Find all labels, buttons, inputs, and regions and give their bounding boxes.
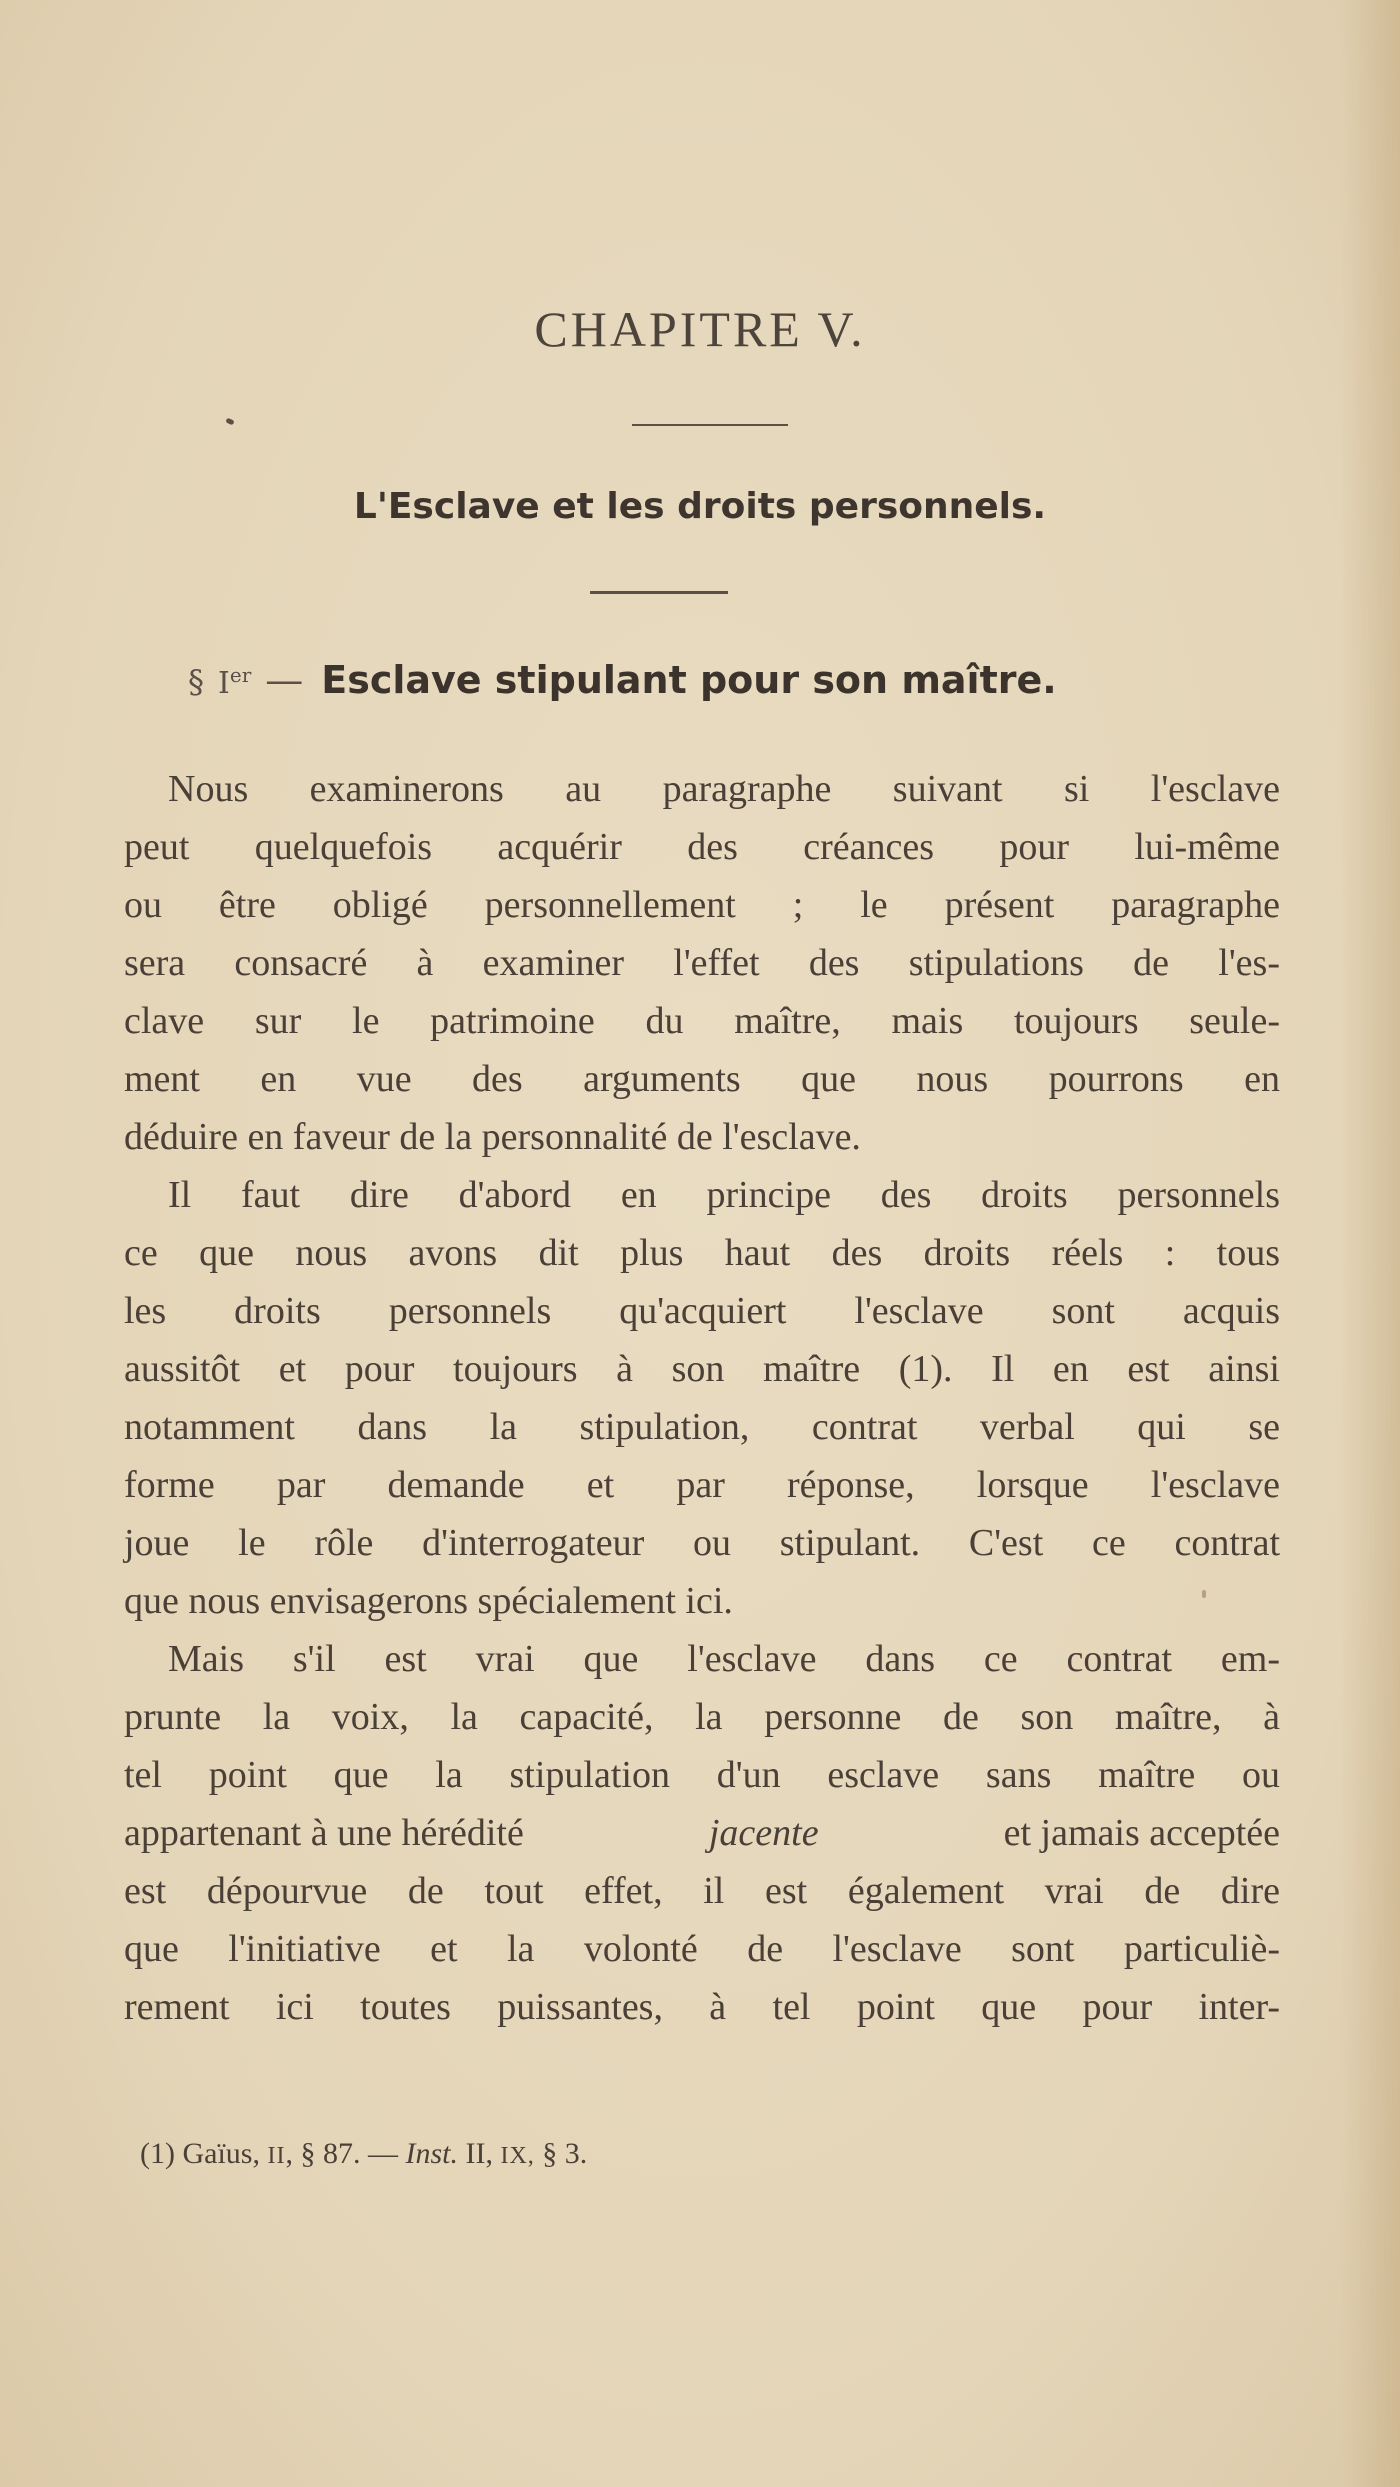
ink-speck bbox=[225, 418, 234, 426]
footnote-inst-title: IX, bbox=[500, 2143, 535, 2169]
body-line: joue le rôle d'interrogateur ou stipulant. C'est ce contrat bbox=[124, 1522, 1280, 1564]
footnote-dash: — bbox=[367, 2137, 398, 2170]
chapter-title: CHAPITRE V. bbox=[534, 301, 866, 357]
body-line: peut quelquefois acquérir des créances pour lui-même bbox=[124, 826, 1280, 868]
body-line: que l'initiative et la volonté de l'esclave sont particuliè- bbox=[124, 1928, 1280, 1970]
body-line: Nous examinerons au paragraphe suivant si l'esclave bbox=[168, 768, 1280, 810]
section-mark: § bbox=[188, 663, 204, 701]
body-line: prunte la voix, la capacité, la personne de son maître, à bbox=[124, 1696, 1280, 1738]
title-rule bbox=[632, 424, 788, 426]
footnote-gaius-book: II bbox=[267, 2143, 286, 2169]
body-line: clave sur le patrimoine du maître, mais toujours seule- bbox=[124, 1000, 1280, 1042]
body-line: les droits personnels qu'acquiert l'esclave sont acquis bbox=[124, 1290, 1280, 1332]
section-number: Ier bbox=[218, 663, 252, 701]
body-line: que nous envisagerons spécialement ici. bbox=[124, 1580, 733, 1622]
body-line: ce que nous avons dit plus haut des droits réels : tous bbox=[124, 1232, 1280, 1274]
body-line: tel point que la stipulation d'un esclave sans maître ou bbox=[124, 1754, 1280, 1796]
body-line: ou être obligé personnellement ; le présent paragraphe bbox=[124, 884, 1280, 926]
section-heading bbox=[188, 658, 1057, 702]
subtitle-rule bbox=[590, 591, 728, 594]
body-line: Il faut dire d'abord en principe des droits personnels bbox=[168, 1174, 1280, 1216]
footnote-marker: (1) bbox=[140, 2137, 175, 2170]
body-line: déduire en faveur de la personnalité de l'esclave. bbox=[124, 1116, 861, 1158]
section-title: Esclave stipulant pour son maître. bbox=[321, 658, 1057, 702]
footnote: (1) Gaïus, II, § 87. — Inst. II, IX, § 3. bbox=[140, 2137, 588, 2170]
italic-word: jacente bbox=[708, 1812, 819, 1854]
body-line: notamment dans la stipulation, contrat verbal qui se bbox=[124, 1406, 1280, 1448]
footnote-inst-book: II, bbox=[465, 2137, 493, 2170]
section-dash: — bbox=[265, 658, 304, 702]
body-line-part: et jamais acceptée bbox=[1003, 1812, 1280, 1854]
chapter-subtitle: L'Esclave et les droits personnels. bbox=[353, 486, 1047, 527]
footnote-gaius-ref: § 87. bbox=[300, 2137, 361, 2170]
body-line: aussitôt et pour toujours à son maître (1). Il en est ainsi bbox=[124, 1348, 1280, 1390]
footnote-gaius: Gaïus, bbox=[182, 2137, 260, 2170]
footnote-inst-ref: § 3. bbox=[542, 2137, 588, 2170]
body-line: rement ici toutes puissantes, à tel point que pour inter- bbox=[124, 1986, 1280, 2028]
body-line: ment en vue des arguments que nous pourrons en bbox=[124, 1058, 1280, 1100]
body-line: forme par demande et par réponse, lorsque l'esclave bbox=[124, 1464, 1280, 1506]
body-line: est dépourvue de tout effet, il est également vrai de dire bbox=[124, 1870, 1280, 1912]
body-line: Mais s'il est vrai que l'esclave dans ce contrat em- bbox=[168, 1638, 1280, 1680]
body-line: sera consacré à examiner l'effet des stipulations de l'es- bbox=[124, 942, 1280, 984]
body-line-mixed bbox=[124, 1810, 1280, 1856]
paper-speck bbox=[1202, 1590, 1206, 1598]
footnote-inst: Inst. bbox=[405, 2137, 458, 2170]
body-line-part: appartenant à une hérédité bbox=[124, 1812, 524, 1854]
